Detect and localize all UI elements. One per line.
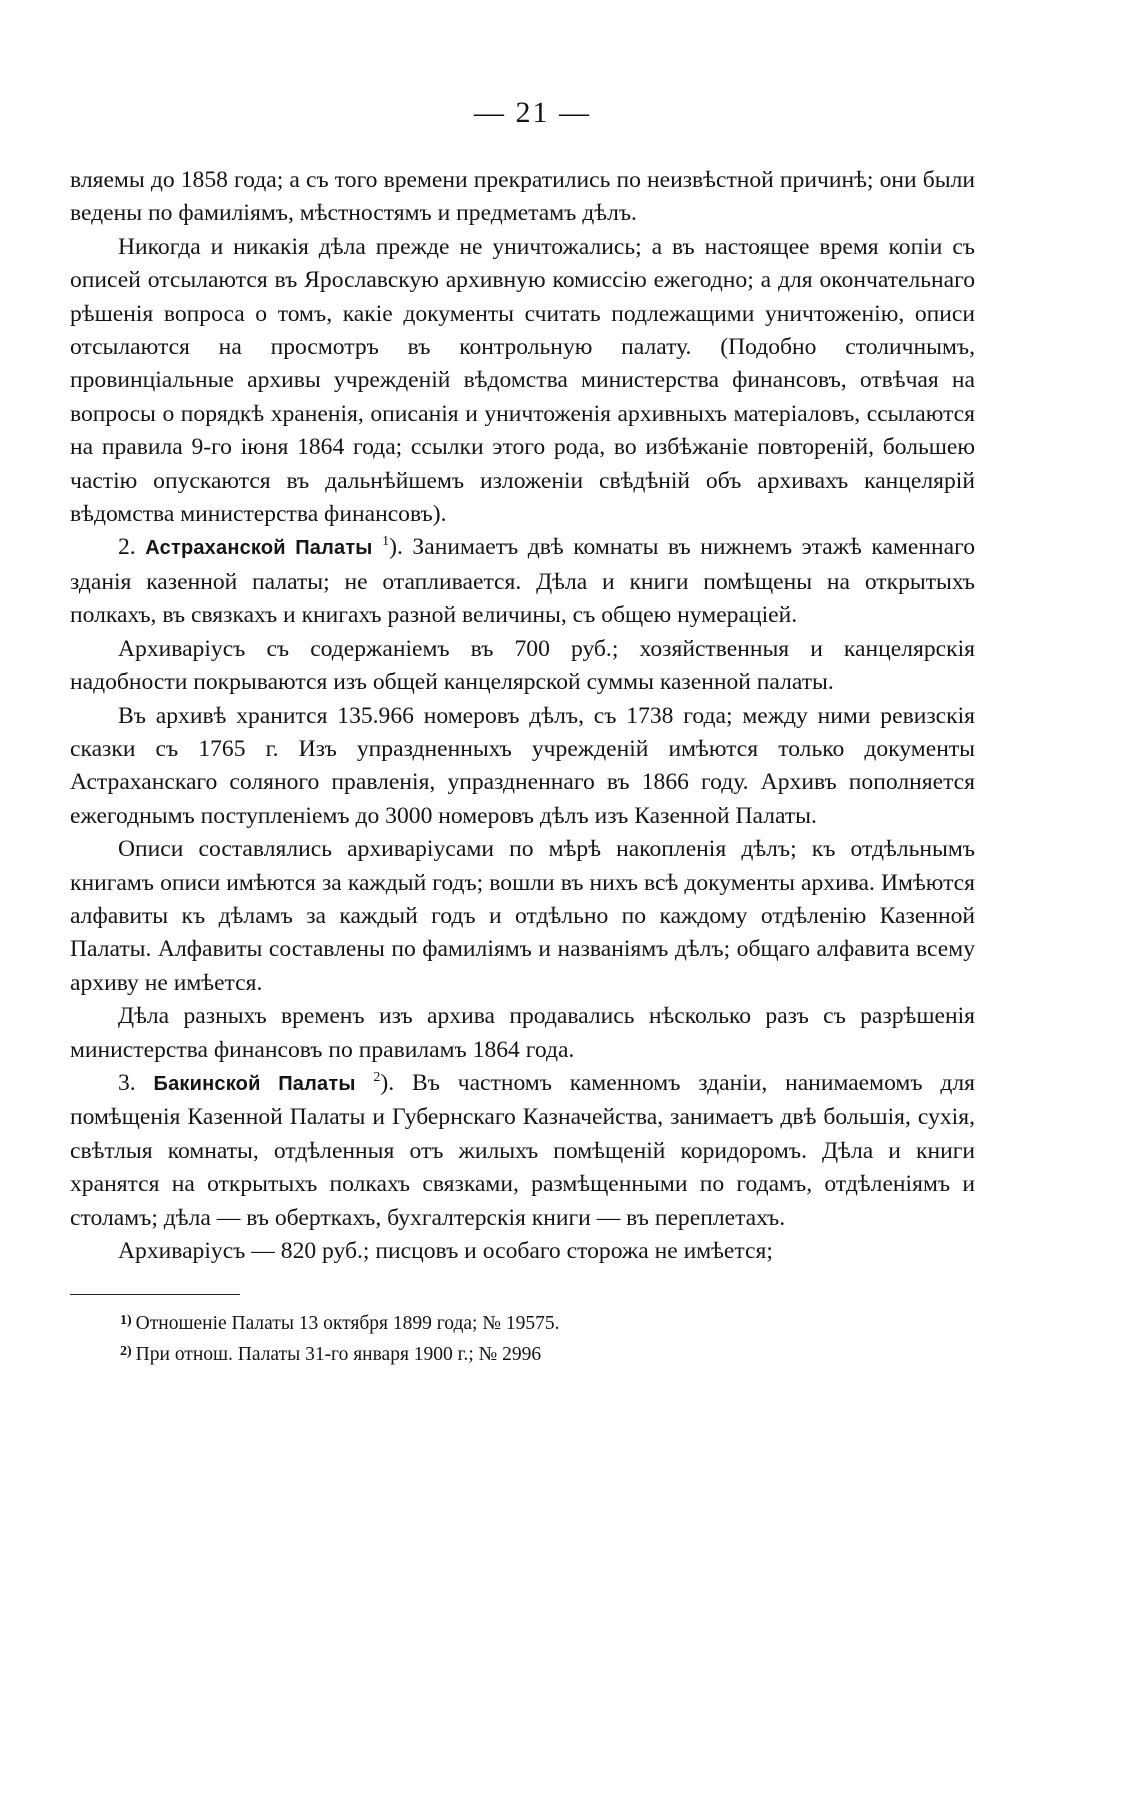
section-astrakhan — [70, 531, 975, 632]
paragraph-archivist-astrakhan: Архиваріусъ съ содержаніемъ въ 700 руб.; хозяйственныя и канцелярскія надобности покрываются изъ общей канцелярской суммы казенной палаты. — [70, 635, 975, 696]
footnote-text: При отнош. Палаты 31-го января 1900 г.; № 2996 — [135, 1344, 542, 1366]
footnote-2 — [70, 1338, 975, 1369]
paragraph-destruction: Никогда и никакія дѣла прежде не уничтожались; а въ настоящее время копіи съ описей отсылаются въ Ярославскую архивную комиссію ежегодно; а для окончательнаго рѣшенія вопроса о томъ, какіе документы считать подлежащими уничтоженію, описи отсылаются на просмотръ въ контрольную палату. (Подобно столичнымъ, провинціальные архивы учрежденій вѣдомства министерства финансовъ, отвѣчая на вопросы о порядкѣ храненія, описанія и уничтоженія архивныхъ матеріаловъ, ссылаются на правила 9-го іюня 1864 года; ссылки этого рода, во избѣжаніе повтореній, большею частію опускаются въ дальнѣйшемъ изложеніи свѣдѣній объ архивахъ канцелярій вѣдомства министерства финансовъ). — [70, 233, 975, 528]
footnote-ref-1: 1 — [382, 534, 390, 550]
paragraph-inventories: Описи составлялись архиваріусами по мѣрѣ накопленія дѣлъ; къ отдѣльнымъ книгамъ описи имѣются за каждый годъ; вошли въ нихъ всѣ документы архива. Имѣются алфавиты къ дѣламъ за каждый годъ и отдѣльно по каждому отдѣленію Казенной Палаты. Алфавиты составлены по фамиліямъ и названіямъ дѣлъ; общаго алфавита всему архиву не имѣется. — [70, 836, 975, 996]
section-baku — [70, 1067, 975, 1235]
page-number: — 21 — — [474, 96, 591, 129]
footnote-text: Отношеніе Палаты 13 октября 1899 года; № 19575. — [135, 1313, 560, 1335]
footnote-mark: 1) — [120, 1313, 132, 1329]
paragraph-holdings: Въ архивѣ хранится 135.966 номеровъ дѣлъ, съ 1738 года; между ними ревизскія сказки съ 1765 г. Изъ упраздненныхъ учрежденій имѣются только документы Астраханскаго соляного правленія, упраздненнаго въ 1866 году. Архивъ пополняется ежегоднымъ поступленіемъ до 3000 номеровъ дѣлъ изъ Казенной Палаты. — [70, 702, 975, 829]
section-text-baku: ). Въ частномъ каменномъ зданіи, нанимаемомъ для помѣщенія Казенной Палаты и Губернскаго Казначейства, занимаетъ двѣ большія, сухія, свѣтлыя комнаты, отдѣленныя отъ жилыхъ помѣщеній коридоромъ. Дѣла и книги хранятся на открытыхъ полкахъ связками, размѣщенными по годамъ, отдѣленіямъ и столамъ; дѣла — въ оберткахъ, бухгалтерскія книги — въ переплетахъ. — [70, 1069, 975, 1231]
document-page — [70, 96, 975, 1369]
footnote-ref-2: 2 — [373, 1070, 381, 1086]
section-number: 3. — [118, 1069, 136, 1096]
paragraph-archivist-baku: Архиваріусъ — 820 руб.; писцовъ и особаго сторожа не имѣется; — [118, 1238, 773, 1264]
section-heading-baku: Бакинской Палаты — [153, 1072, 356, 1095]
paragraph-sales: Дѣла разныхъ временъ изъ архива продавались нѣсколько разъ съ разрѣшенія министерства финансовъ по правиламъ 1864 года. — [70, 1003, 975, 1063]
section-text-astrakhan: ). Занимаетъ двѣ комнаты въ нижнемъ этажѣ каменнаго зданія казенной палаты; не отапливается. Дѣла и книги помѣщены на открытыхъ полкахъ, въ связкахъ и книгахъ разной величины, съ общею нумераціей. — [70, 534, 975, 629]
section-heading-astrakhan: Астраханской Палаты — [145, 537, 373, 560]
section-number: 2. — [118, 534, 136, 561]
paragraph-continuation: вляемы до 1858 года; а съ того времени прекратились по неизвѣстной причинѣ; они были ведены по фамиліямъ, мѣстностямъ и предметамъ дѣлъ. — [70, 167, 975, 227]
footnote-mark: 2) — [120, 1344, 132, 1360]
footnote-1 — [70, 1307, 975, 1338]
footnote-divider — [70, 1294, 240, 1295]
